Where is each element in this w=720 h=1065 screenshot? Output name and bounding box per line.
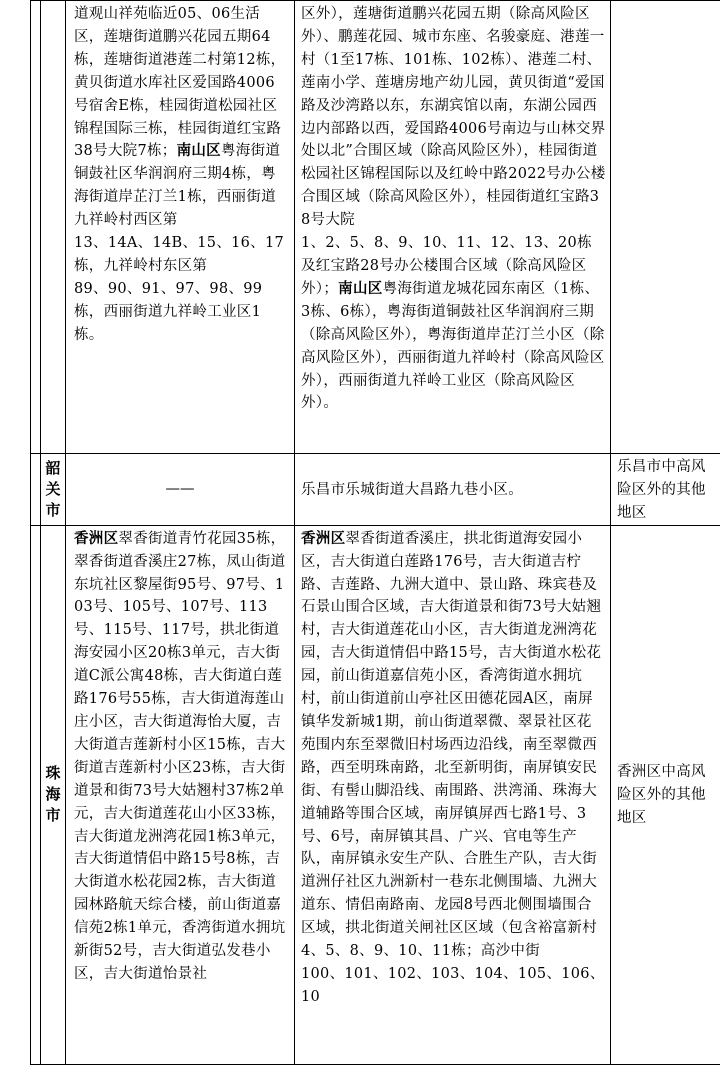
blank-column-cell [31, 525, 41, 1064]
low-risk-text: 香洲区中高风险区外的其他地区 [611, 759, 720, 830]
risk-area-table [30, 0, 720, 1065]
low-risk-cell [611, 525, 720, 1064]
medium-risk-text: 乐昌市乐城街道大昌路九巷小区。 [295, 477, 610, 502]
high-risk-cell [66, 525, 295, 1064]
high-risk-list: 翠香街道青竹花园35栋，翠香街道香溪庄27栋，凤山街道东坑社区黎屋街95号、97号、103号、105号、107号、113号、115号、117号，拱北街道海安园小区20栋3单元，吉大街道C派公寓48栋，吉大街道白莲路176号55栋，吉大街道海莲山庄小区，吉大街道海怡大厦，吉大街道吉莲新村小区15栋，吉大街道吉莲新村小区23栋，吉大街道景和街73号大姑翘村37栋2单元，吉大街道莲花山小区33栋，吉大街道龙洲湾花园1栋3单元，吉大街道情侣中路15号8栋，吉大街道水松花园2栋，吉大街道园林路航天综合楼，前山街道嘉信苑2栋1单元，香湾街道水拥坑新街52号，吉大街道弘发巷小区，吉大街道怡景社 [74, 531, 285, 982]
medium-risk-cell [295, 1, 611, 454]
low-risk-cell [611, 454, 720, 526]
high-risk-cell: —— [66, 454, 295, 526]
district-label: 香洲区 [74, 530, 118, 547]
low-risk-text [611, 1, 720, 3]
low-risk-text: 乐昌市中高风险区外的其他地区 [611, 454, 720, 525]
high-risk-text [66, 1, 294, 347]
district-label-nanshan: 南山区 [338, 280, 382, 297]
table-row-shaoguan [31, 454, 720, 526]
high-risk-text [66, 526, 294, 986]
district-label: 香洲区 [301, 530, 345, 547]
medium-risk-list-nanshan: 粤海街道龙城花园东南区（1栋、3栋、6栋），粤海街道铜鼓社区华润润府三期（除高风险区外），粤海街道岸芷汀兰小区（除高风险区外），西丽街道九祥岭村（除高风险区外），西丽街道九祥岭工业区（除高风险区外）。 [301, 281, 605, 412]
table-row-zhuhai [31, 525, 720, 1064]
city-cell [41, 1, 66, 454]
low-risk-cell [611, 1, 720, 454]
medium-risk-list: 翠香街道香溪庄，拱北街道海安园小区，吉大街道白莲路176号，吉大街道吉柠路、吉莲路、九洲大道中、景山路、珠宾巷及石景山围合区域，吉大街道景和街73号大姑翘村，吉大街道莲花山小区，吉大街道龙洲湾花园，吉大街道情侣中路15号，吉大街道水松花园，前山街道嘉信苑小区，香湾街道水拥坑村，前山街道前山亭社区田德花园A区，南屏镇华发新城1期，前山街道翠微、翠景社区花苑围内东至翠微旧村场西边沿线，南至翠微西路，西至明珠南路，北至新明街，南屏镇安民街、有髻山脚沿线、南围路、洪湾涌、珠海大道辅路等围合区域，南屏镇屏西七路1号、3号、6号，南屏镇其昌、广兴、官电等生产队，南屏镇永安生产队、合胜生产队，吉大街道洲仔社区九洲新村一巷东北侧围墙、九洲大道东、情侣南路南、龙园8号西北侧围墙围合区域，拱北街道关闸社区区域（包含裕富新村4、5、8、9、10、11栋；高沙中街 100、101、102、103、104、105、106、10 [301, 531, 605, 1005]
medium-risk-text [295, 526, 610, 1009]
city-cell: 韶 关 市 [41, 454, 66, 526]
medium-risk-list: 区外），莲塘街道鹏兴花园五期（除高风险区外）、鹏莲花园、城市东座、名骏豪庭、港莲一村（1至17栋、101栋、102栋）、港莲二村、莲南小学、莲塘房地产幼儿园，黄贝街道“爱国路及沙湾路以东，东湖宾馆以南，东湖公园西边内部路以西，爱国路4006号南边与山林交界处以北”合围区域（除高风险区外），桂园街道松园社区锦程国际以及红岭中路2022号办公楼合围区域（除高风险区外），桂园街道红宝路38号大院 1、2、5、8、9、10、11、12、13、20栋及红宝路28号办公楼围合区域（除高风险区外）； [301, 6, 606, 297]
city-cell: 珠 海 市 [41, 525, 66, 1064]
blank-column-cell [31, 1, 41, 454]
table-row-shenzhen-continued [31, 1, 720, 454]
medium-risk-text [295, 1, 610, 415]
high-risk-list-nanshan: 粤海街道铜鼓社区华润润府三期4栋，粤海街道岸芷汀兰1栋，西丽街道九祥岭村西区第 13、14A、14B、15、16、17栋，九祥岭村东区第 89、90、91、97、98、99栋，西丽街道九祥岭工业区1栋。 [74, 143, 284, 342]
medium-risk-cell [295, 525, 611, 1064]
high-risk-list: 道观山祥苑临近05、06生活区，莲塘街道鹏兴花园五期64栋，莲塘街道港莲二村第12栋，黄贝街道水库社区爱国路4006号宿舍E栋，桂园街道松园社区锦程国际三栋，桂园街道红宝路38号大院7栋； [74, 6, 285, 159]
blank-column-cell [31, 454, 41, 526]
high-risk-cell [66, 1, 295, 454]
medium-risk-cell [295, 454, 611, 526]
district-label-nanshan: 南山区 [177, 142, 221, 159]
